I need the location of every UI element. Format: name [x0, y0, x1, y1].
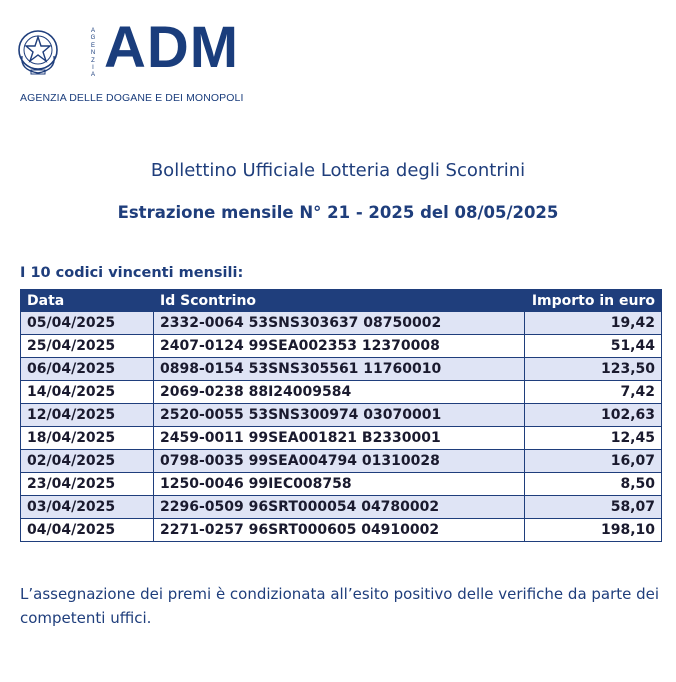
winning-codes-table [20, 289, 662, 542]
page-title: Bollettino Ufficiale Lotteria degli Scontrini [150, 160, 526, 181]
row-amount: 7,42 [525, 381, 662, 404]
column-header-amount: Importo in euro [525, 290, 662, 312]
row-id: 2332-0064 53SNS303637 08750002 [154, 312, 525, 335]
column-header-date: Data [21, 290, 154, 312]
section-label: I 10 codici vincenti mensili: [20, 265, 244, 281]
table-row [21, 427, 662, 450]
table-row [21, 335, 662, 358]
row-date: 18/04/2025 [21, 427, 154, 450]
row-date: 04/04/2025 [21, 519, 154, 542]
row-id: 2296-0509 96SRT000054 04780002 [154, 496, 525, 519]
row-date: 06/04/2025 [21, 358, 154, 381]
row-date: 05/04/2025 [21, 312, 154, 335]
table-row [21, 519, 662, 542]
table-header-row [21, 290, 662, 312]
table-row [21, 312, 662, 335]
page-subtitle: Estrazione mensile N° 21 - 2025 del 08/05/2025 [117, 203, 559, 222]
adm-logo: ADM [104, 15, 240, 80]
row-amount: 198,10 [525, 519, 662, 542]
row-id: 1250-0046 99IEC008758 [154, 473, 525, 496]
row-date: 23/04/2025 [21, 473, 154, 496]
footer-note: L’assegnazione dei premi è condizionata all’esito positivo delle verifiche da parte dei competenti uffici. [20, 585, 660, 627]
row-date: 25/04/2025 [21, 335, 154, 358]
table-row [21, 496, 662, 519]
italian-republic-emblem-icon [16, 26, 60, 78]
row-id: 2459-0011 99SEA001821 B2330001 [154, 427, 525, 450]
row-date: 12/04/2025 [21, 404, 154, 427]
row-id: 0898-0154 53SNS305561 11760010 [154, 358, 525, 381]
column-header-id: Id Scontrino [154, 290, 525, 312]
table-row [21, 450, 662, 473]
agency-vertical-label: A G E N Z I A [90, 28, 96, 79]
row-amount: 58,07 [525, 496, 662, 519]
row-id: 2069-0238 88I24009584 [154, 381, 525, 404]
table-row [21, 358, 662, 381]
row-amount: 19,42 [525, 312, 662, 335]
table-row [21, 381, 662, 404]
row-date: 02/04/2025 [21, 450, 154, 473]
row-amount: 16,07 [525, 450, 662, 473]
row-amount: 123,50 [525, 358, 662, 381]
row-id: 2520-0055 53SNS300974 03070001 [154, 404, 525, 427]
row-id: 0798-0035 99SEA004794 01310028 [154, 450, 525, 473]
row-amount: 51,44 [525, 335, 662, 358]
agency-name: AGENZIA DELLE DOGANE E DEI MONOPOLI [20, 92, 244, 104]
table-row [21, 473, 662, 496]
row-id: 2407-0124 99SEA002353 12370008 [154, 335, 525, 358]
table-row [21, 404, 662, 427]
row-id: 2271-0257 96SRT000605 04910002 [154, 519, 525, 542]
row-date: 14/04/2025 [21, 381, 154, 404]
row-date: 03/04/2025 [21, 496, 154, 519]
row-amount: 8,50 [525, 473, 662, 496]
row-amount: 12,45 [525, 427, 662, 450]
row-amount: 102,63 [525, 404, 662, 427]
